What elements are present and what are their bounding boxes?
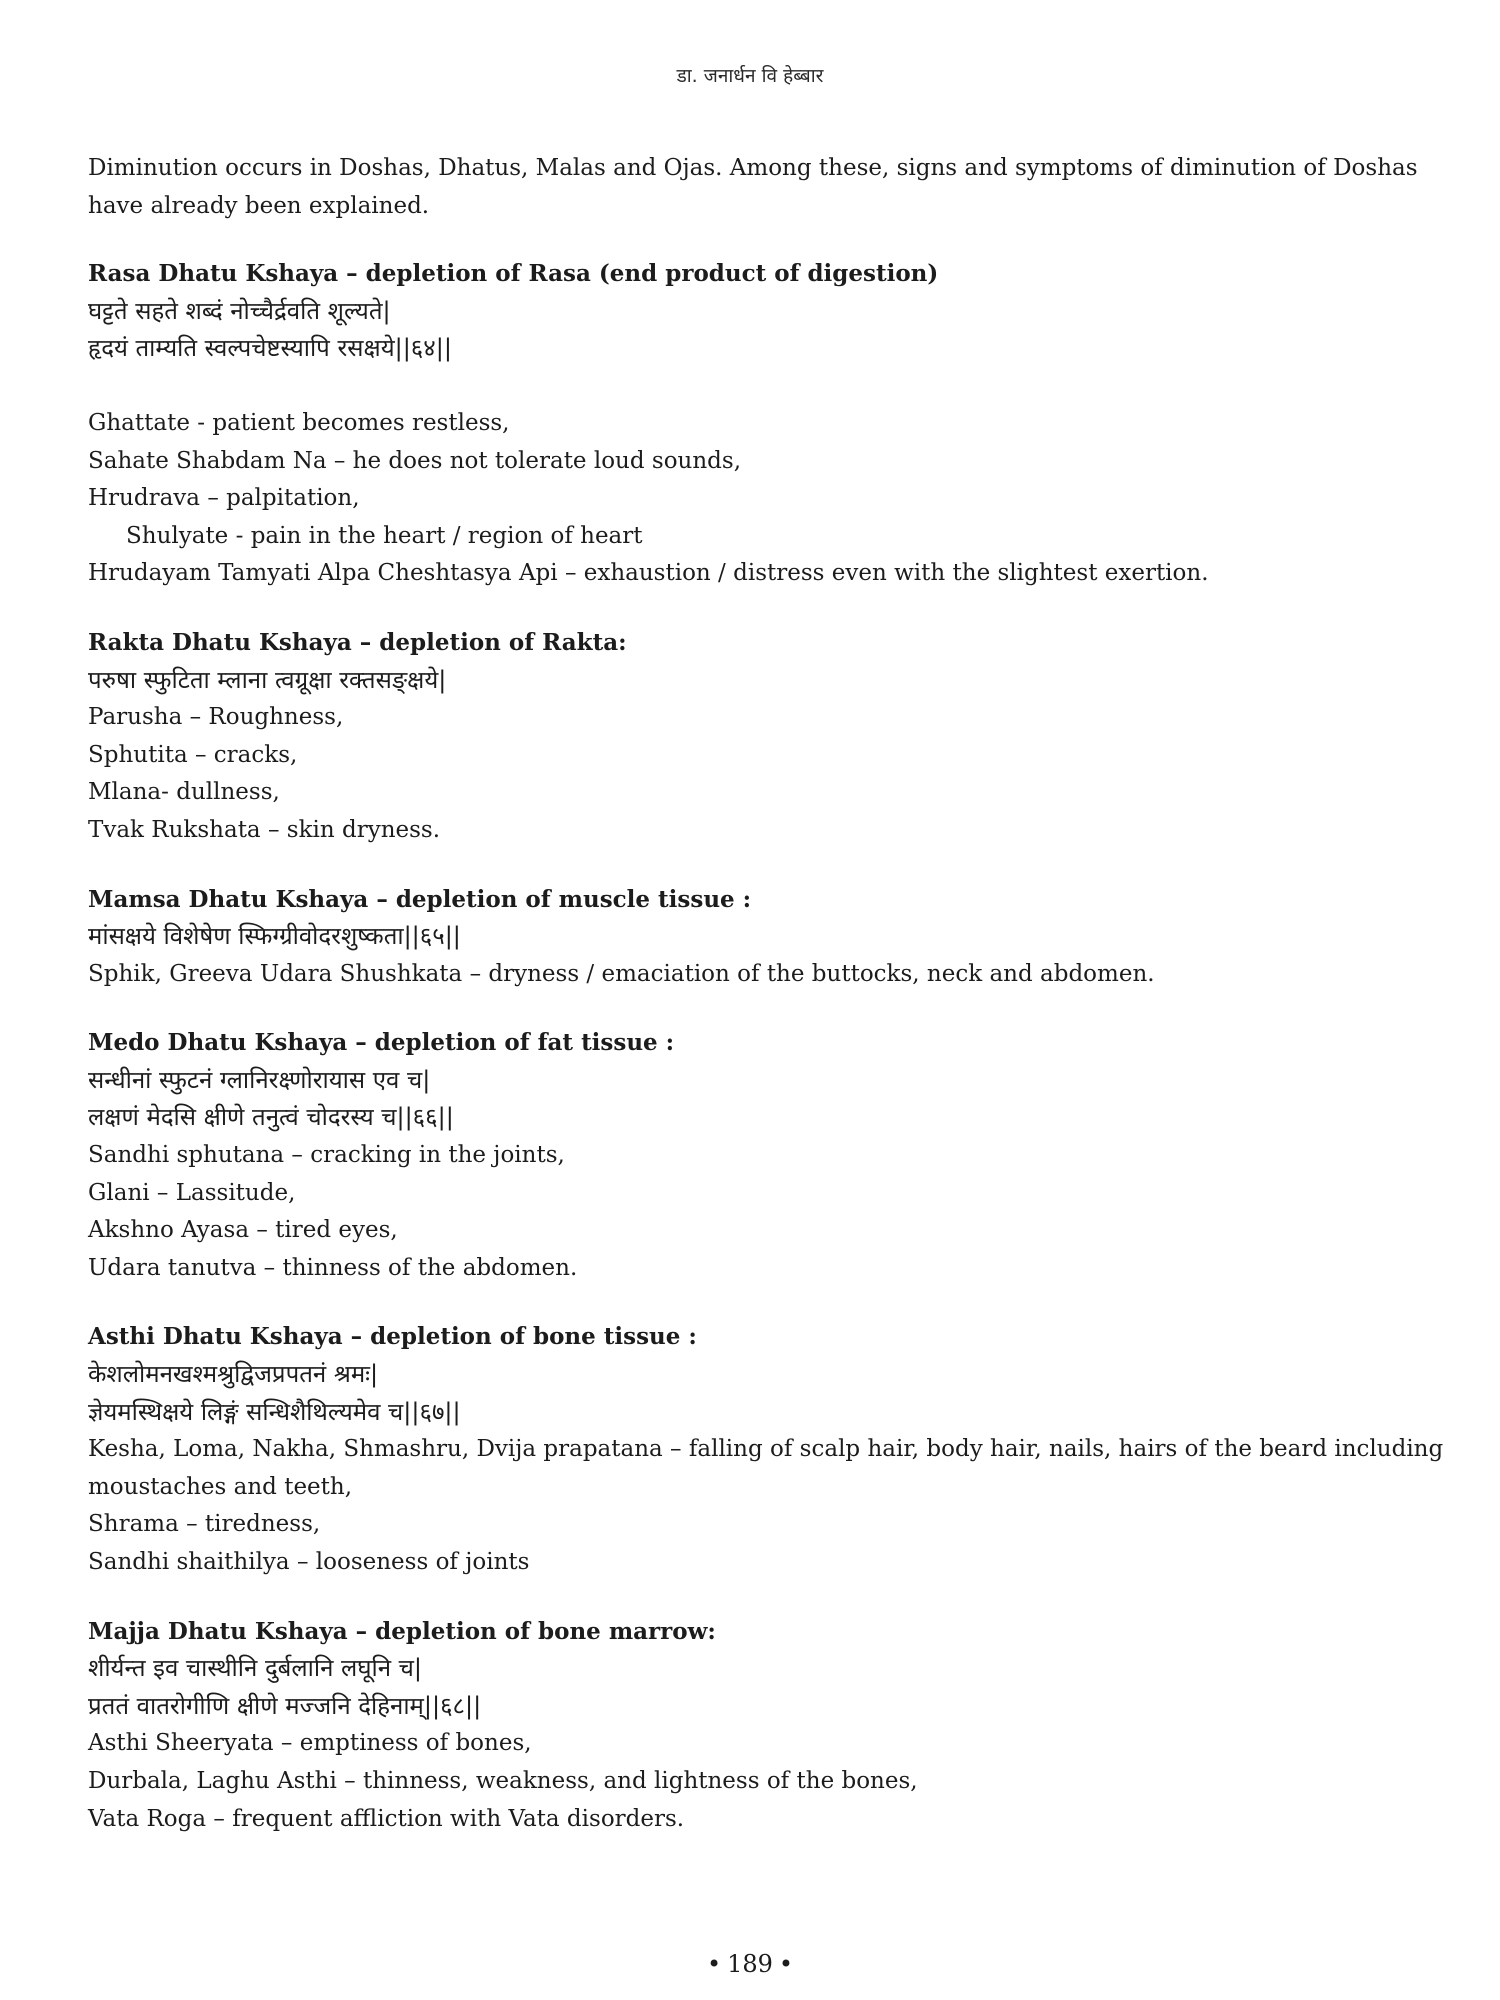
verse-line: शीर्यन्त इव चास्थीनि दुर्बलानि लघूनि च| (88, 1654, 422, 1683)
explanation-line: Tvak Rukshata – skin dryness. (88, 816, 441, 843)
explanation-line: Durbala, Laghu Asthi – thinness, weakness, and lightness of the bones, (88, 1767, 918, 1794)
explanation-line: Sandhi sphutana – cracking in the joints, (88, 1142, 565, 1169)
explanation-line: Asthi Sheeryata – emptiness of bones, (88, 1730, 532, 1757)
verse-line: ज्ञेयमस्थिक्षये लिङ्गं सन्धिशैथिल्यमेव च||६७|| (88, 1397, 461, 1426)
section-majja (88, 1613, 1450, 1839)
page-footer (0, 1950, 1500, 1978)
section-title: Rasa Dhatu Kshaya – depletion of Rasa (end product of digestion) (88, 260, 939, 288)
explanation-line: Shulyate - pain in the heart / region of heart (126, 522, 643, 549)
explanation-line: Glani – Lassitude, (88, 1179, 296, 1206)
explanation-line: Udara tanutva – thinness of the abdomen. (88, 1254, 578, 1281)
intro-paragraph: Diminution occurs in Doshas, Dhatus, Malas and Ojas. Among these, signs and symptoms of diminution of Doshas have already been explained. (88, 155, 1418, 219)
explanation-line: Sahate Shabdam Na – he does not tolerate loud sounds, (88, 447, 742, 474)
verse-line: परुषा स्फुटिता म्लाना त्वग्रूक्षा रक्तसङ्क्षये| (88, 665, 447, 694)
verse-line: लक्षणं मेदसि क्षीणे तनुत्वं चोदरस्य च||६६|| (88, 1103, 454, 1132)
section-medo (88, 1024, 1450, 1287)
section-rakta (88, 624, 1450, 850)
explanation-line: Sandhi shaithilya – looseness of joints (88, 1549, 530, 1575)
section-asthi (88, 1318, 1450, 1581)
verse-line: प्रततं वातरोगीणि क्षीणे मज्जनि देहिनाम्||६८|| (88, 1691, 482, 1720)
explanation-line: Ghattate - patient becomes restless, (88, 409, 510, 436)
section-title: Mamsa Dhatu Kshaya – depletion of muscle tissue : (88, 885, 752, 913)
verse-line: केशलोमनखश्मश्रुद्विजप्रपतनं श्रमः| (88, 1360, 379, 1389)
section-mamsa (88, 881, 1450, 994)
running-header: डा. जनार्धन वि हेब्बार (676, 65, 824, 87)
section-title: Medo Dhatu Kshaya – depletion of fat tissue : (88, 1029, 675, 1057)
verse-line: घट्टते सहते शब्दं नोच्चैर्द्रवति शूल्यते| (88, 296, 391, 325)
bullet-glyph: • (706, 1950, 722, 1978)
verse-line: मांसक्षये विशेषेण स्फिग्ग्रीवोदरशुष्कता||६५|| (88, 922, 461, 951)
explanation-line: Parusha – Roughness, (88, 704, 344, 731)
section-title: Majja Dhatu Kshaya – depletion of bone marrow: (88, 1617, 716, 1645)
explanation-line: Hrudayam Tamyati Alpa Cheshtasya Api – exhaustion / distress even with the slightest exertion. (88, 560, 1209, 587)
sanskrit-verse (88, 293, 1450, 368)
explanation-line: Akshno Ayasa – tired eyes, (88, 1217, 398, 1244)
explanation-line: Hrudrava – palpitation, (88, 485, 360, 512)
explanation-line: Sphutita – cracks, (88, 741, 298, 768)
bullet-glyph: • (778, 1950, 794, 1978)
explanation-line: Sphik, Greeva Udara Shushkata – dryness / emaciation of the buttocks, neck and abdomen. (88, 960, 1155, 987)
verse-line: सन्धीनां स्फुटनं ग्लानिरक्ष्णोरायास एव च| (88, 1065, 431, 1094)
page-number: 189 (727, 1950, 773, 1978)
explanation-line: Kesha, Loma, Nakha, Shmashru, Dvija prapatana – falling of scalp hair, body hair, nails, hairs of the beard including moustaches and teeth, (88, 1436, 1444, 1500)
section-title: Rakta Dhatu Kshaya – depletion of Rakta: (88, 628, 627, 656)
explanation-line: Vata Roga – frequent affliction with Vata disorders. (88, 1805, 685, 1832)
section-title: Asthi Dhatu Kshaya – depletion of bone tissue : (88, 1323, 697, 1351)
explanation-line: Mlana- dullness, (88, 779, 280, 806)
section-rasa (88, 255, 1450, 593)
explanation-line: Shrama – tiredness, (88, 1511, 321, 1538)
page-body (88, 150, 1450, 1869)
verse-line: हृदयं ताम्यति स्वल्पचेष्टस्यापि रसक्षये||६४|| (88, 334, 452, 363)
